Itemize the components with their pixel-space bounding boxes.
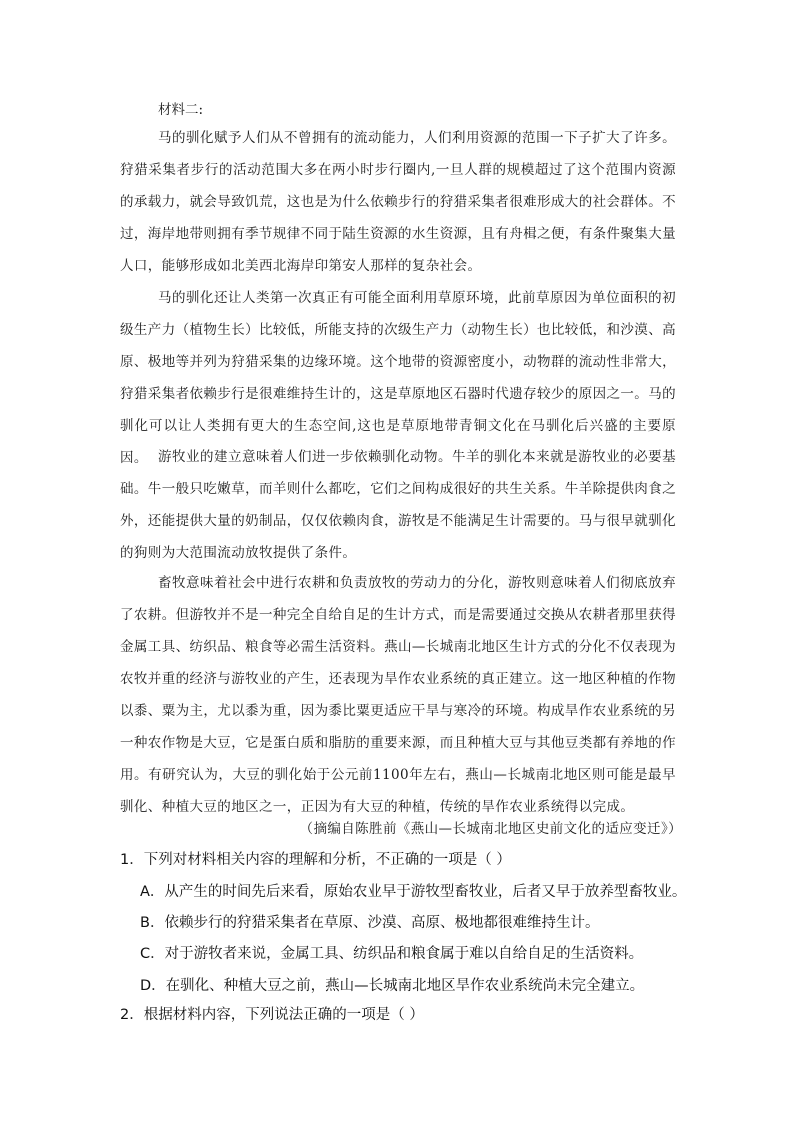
material-paragraph-3: 游牧业的建立意味着人们进一步依赖驯化动物。牛羊的驯化本来就是游牧业的必要基础。牛一般只吃嫩草，而羊则什么都吃，它们之间构成很好的共生关系。牛羊除提供肉食之外，还能提供大量的奶制品，仅仅依赖肉食，游牧是不能满足生计需要的。马与很早就驯化的狗则为大范围流动放牧提供了条件。 [120,449,676,561]
question-1-option-d: D．在驯化、种植大豆之前，燕山—长城南北地区旱作农业系统尚未完全建立。 [140,978,645,994]
question-1-stem: 1．下列对材料相关内容的理解和分析，不正确的一项是（ ） [120,852,511,868]
material-paragraph-2: 马的驯化还让人类第一次真正有可能全面利用草原环境，此前草原因为单位面积的初级生产力（植物生长）比较低，所能支持的次级生产力（动物生长）也比较低，和沙漠、高原、极地等并列为狩猎采集的边缘环境。这个地带的资源密度小，动物群的流动性非常大，狩猎采集者依赖步行是很难维持生计的，这是草原地区石器时代遗存较少的原因之一。马的驯化可以让人类拥有更大的生态空间,这也是草原地带青铜文化在马驯化后兴盛的主要原因。 [120,290,676,466]
material-paragraph-4: 畜牧意味着社会中进行农耕和负责放牧的劳动力的分化，游牧则意味着人们彻底放弃了农耕。但游牧并不是一种完全自给自足的生计方式，而是需要通过交换从农耕者那里获得金属工具、纺织品、粮食等必需生活资料。燕山—长城南北地区生计方式的分化不仅表现为农牧并重的经济与游牧业的产生，还表现为旱作农业系统的真正建立。这一地区种植的作物以黍、粟为主，尤以黍为重，因为黍比粟更适应干旱与寒冷的环境。构成旱作农业系统的另一种农作物是大豆，它是蛋白质和脂肪的重要来源，而且种植大豆与其他豆类都有养地的作用。有研究认为，大豆的驯化始于公元前1100年左右，燕山—长城南北地区则可能是最早驯化、种植大豆的地区之一，正因为有大豆的种植，传统的旱作农业系统得以完成。 [120,575,676,815]
question-1-option-a: A．从产生的时间先后来看，原始农业早于游牧型畜牧业，后者又早于放养型畜牧业。 [140,884,687,900]
material-heading: 材料二: [158,102,204,118]
question-2-stem: 2．根据材料内容，下列说法正确的一项是（ ） [120,1007,424,1023]
question-1-option-c: C．对于游牧者来说，金属工具、纺织品和粮食属于难以自给自足的生活资料。 [140,946,644,962]
source-citation: （摘编自陈胜前《燕山—长城南北地区史前文化的适应变迁》） [299,821,682,837]
question-1-option-b: B．依赖步行的狩猎采集者在草原、沙漠、高原、极地都很难维持生计。 [140,915,600,931]
material-paragraph-1: 马的驯化赋予人们从不曾拥有的流动能力，人们利用资源的范围一下子扩大了许多。狩猎采集者步行的活动范围大多在两小时步行圈内,一旦人群的规模超过了这个范围内资源的承载力，就会导致饥荒，这也是为什么依赖步行的狩猎采集者很难形成大的社会群体。不过，海岸地带则拥有季节规律不同于陆生资源的水生资源，且有舟楫之便，有条件聚集大量人口，能够形成如北美西北海岸印第安人那样的复杂社会。 [120,130,676,274]
